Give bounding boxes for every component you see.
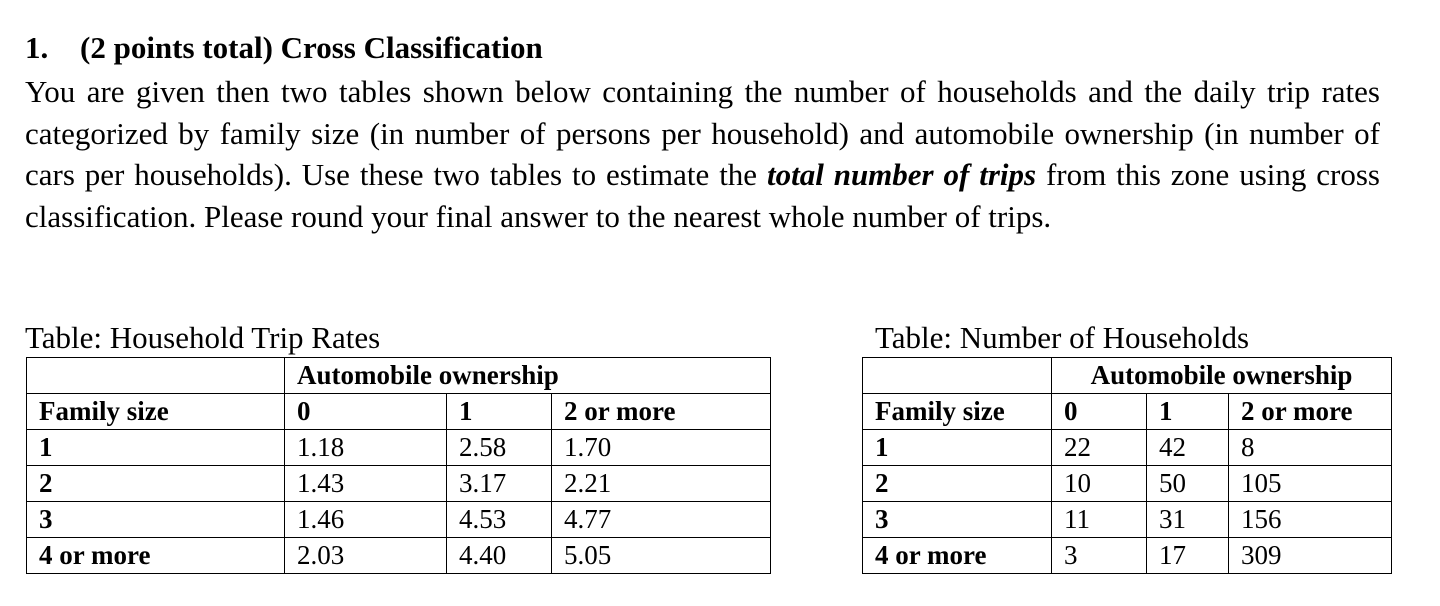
column-header: 0 xyxy=(285,394,447,430)
table-row xyxy=(863,430,1392,466)
table-cell: 4.53 xyxy=(447,502,552,538)
table-cell: 2.21 xyxy=(552,466,771,502)
table-row xyxy=(27,430,771,466)
table-cell: 50 xyxy=(1147,466,1229,502)
row-label: 1 xyxy=(27,430,285,466)
table-cell: 8 xyxy=(1229,430,1392,466)
table-row xyxy=(27,502,771,538)
row-label: 1 xyxy=(863,430,1052,466)
table-cell: 2.58 xyxy=(447,430,552,466)
table-cell: 4.77 xyxy=(552,502,771,538)
table-row xyxy=(27,538,771,574)
table-cell: 31 xyxy=(1147,502,1229,538)
table-cell: 17 xyxy=(1147,538,1229,574)
question-body-part2: from this zone using cross classification. Please round your final answer to the nearest whole number of trips. xyxy=(25,157,1380,234)
row-header: Family size xyxy=(27,394,285,430)
question-body xyxy=(25,71,1380,237)
row-label: 4 or more xyxy=(27,538,285,574)
corner-cell xyxy=(863,358,1052,394)
table-row xyxy=(863,538,1392,574)
column-header: 2 or more xyxy=(552,394,771,430)
table-cell: 1.70 xyxy=(552,430,771,466)
row-header: Family size xyxy=(863,394,1052,430)
households-table xyxy=(862,357,1392,574)
table-cell: 3 xyxy=(1052,538,1147,574)
table-cell: 1.46 xyxy=(285,502,447,538)
table-row xyxy=(27,394,771,430)
table-row xyxy=(863,394,1392,430)
column-header: 1 xyxy=(447,394,552,430)
table-cell: 4.40 xyxy=(447,538,552,574)
table-cell: 1.43 xyxy=(285,466,447,502)
table-cell: 1.18 xyxy=(285,430,447,466)
row-label: 4 or more xyxy=(863,538,1052,574)
table-cell: 2.03 xyxy=(285,538,447,574)
question-title: (2 points total) Cross Classification xyxy=(80,30,543,65)
corner-cell xyxy=(27,358,285,394)
table-cell: 5.05 xyxy=(552,538,771,574)
row-label: 2 xyxy=(27,466,285,502)
group-header: Automobile ownership xyxy=(1052,358,1392,394)
table-row xyxy=(863,358,1392,394)
table-row xyxy=(27,358,771,394)
question-body-emphasis: total number of trips xyxy=(766,157,1037,192)
question-heading xyxy=(25,28,543,68)
trip-rates-caption: Table: Household Trip Rates xyxy=(25,320,381,355)
table-cell: 42 xyxy=(1147,430,1229,466)
column-header: 0 xyxy=(1052,394,1147,430)
table-row xyxy=(27,466,771,502)
row-label: 2 xyxy=(863,466,1052,502)
table-cell: 105 xyxy=(1229,466,1392,502)
question-body-part1: You are given then two tables shown below containing the number of households and the daily trip rates categorized by family size (in number of persons per household) and automobile ownership (in number of cars per households). Use these two tables to estimate the xyxy=(25,74,1380,192)
column-header: 2 or more xyxy=(1229,394,1392,430)
table-row xyxy=(863,466,1392,502)
households-caption: Table: Number of Households xyxy=(875,320,1250,355)
question-number: 1. xyxy=(25,30,49,65)
row-label: 3 xyxy=(863,502,1052,538)
group-header: Automobile ownership xyxy=(285,358,771,394)
table-cell: 11 xyxy=(1052,502,1147,538)
trip-rates-table xyxy=(26,357,771,574)
table-cell: 10 xyxy=(1052,466,1147,502)
table-row xyxy=(863,502,1392,538)
table-cell: 22 xyxy=(1052,430,1147,466)
table-cell: 156 xyxy=(1229,502,1392,538)
table-cell: 309 xyxy=(1229,538,1392,574)
row-label: 3 xyxy=(27,502,285,538)
table-cell: 3.17 xyxy=(447,466,552,502)
column-header: 1 xyxy=(1147,394,1229,430)
